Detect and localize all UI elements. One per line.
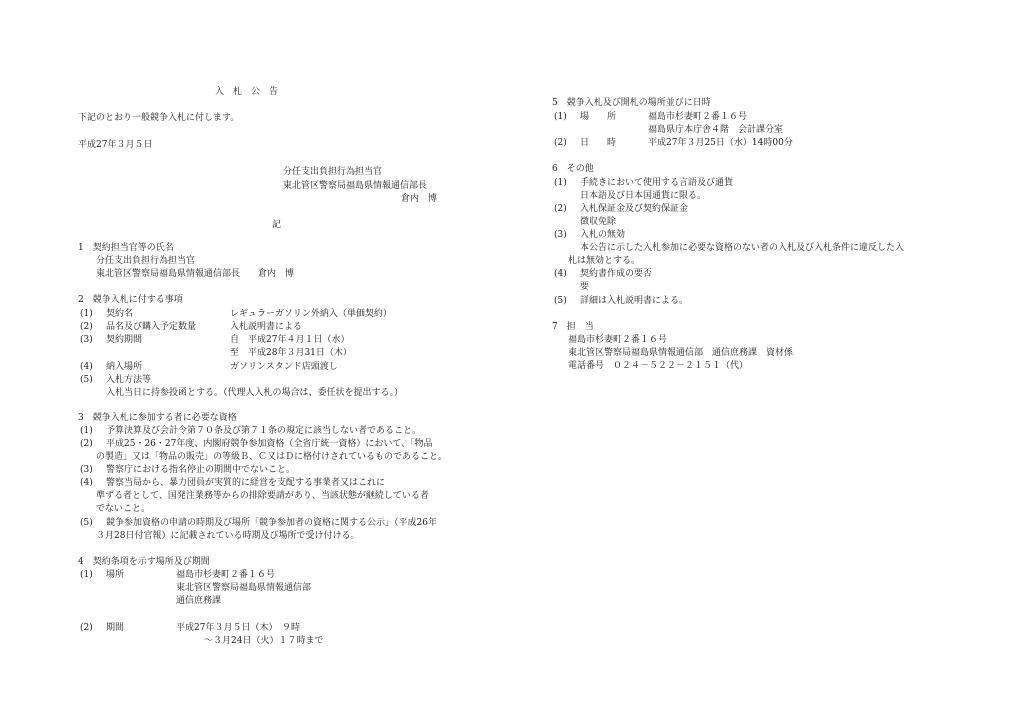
issuer-name: 倉内 博 <box>401 194 438 204</box>
contact-line: 福島市杉妻町２番１６号 <box>568 335 668 345</box>
section-1-line: 分任支出負担行為担当官 <box>96 256 196 266</box>
line-text: 本公告に示した入札参加に必要な資格のない者の入札及び入札条件に違反した入 <box>580 243 905 253</box>
place-line: 東北管区警察局福島県情報通信部 <box>176 583 312 593</box>
section-6-heading: 6 その他 <box>552 164 594 174</box>
line-num: (2) <box>554 204 567 214</box>
period-label: 期間 <box>106 623 125 633</box>
item-label: 品名及び購入予定数量 <box>106 322 197 332</box>
line-text: 契約書作成の要否 <box>580 269 653 279</box>
line-num: (4) <box>80 478 93 488</box>
line-text: の製造」又は「物品の販売」の等級Ｂ、Ｃ又はＤに格付けされているものであること。 <box>96 452 448 462</box>
item-num: (5) <box>80 375 93 385</box>
contact-phone: 電話番号 ０２４－５２２－２１５１（代） <box>568 361 749 371</box>
section-1-line: 東北管区警察局福島県情報通信部長 倉内 博 <box>96 269 295 279</box>
line-num: (3) <box>554 230 567 240</box>
place-num: (1) <box>554 112 567 122</box>
line-num: (1) <box>80 426 93 436</box>
line-num: (2) <box>80 439 93 449</box>
notice-date: 平成27年３月５日 <box>78 140 153 150</box>
contact-line: 東北管区警察局福島県情報通信部 通信庶務課 資材係 <box>568 348 794 358</box>
issuer-role: 分任支出負担行為担当官 <box>283 167 383 177</box>
line-text: 予算決算及び会計令第７０条及び第７１条の規定に該当しない者であること。 <box>106 426 422 436</box>
line-num: (3) <box>80 465 93 475</box>
line-text: 平成25・26・27年度、内閣府競争参加資格（全省庁統一資格）において、「物品 <box>106 439 433 449</box>
place-num: (1) <box>80 570 93 580</box>
period-num: (2) <box>80 623 93 633</box>
line-text: 札は無効とする。 <box>568 256 641 266</box>
time-value: 平成27年３月25日（水）14時00分 <box>648 138 793 148</box>
section-5-heading: 5 競争入札及び開札の場所並びに日時 <box>552 98 711 108</box>
line-text: 日本語及び日本国通貨に限る。 <box>580 191 707 201</box>
item-label: 契約名 <box>106 309 134 319</box>
item-value: 入札説明書による <box>230 322 303 332</box>
line-text: 徴収免除 <box>580 217 617 227</box>
line-text: ３月28日付官報）に記載されている時期及び場所で受け付ける。 <box>96 531 360 541</box>
time-label: 日 時 <box>580 138 617 148</box>
time-num: (2) <box>554 138 567 148</box>
period-line: 平成27年３月５日（木） ９時 <box>176 623 300 633</box>
item-value: レギュラーガソリン外納入（単価契約） <box>230 309 392 319</box>
section-2-method-detail: 入札当日に持参投函とする。（代理人入札の場合は、委任状を提出する。） <box>106 388 404 398</box>
section-7-heading: 7 担 当 <box>552 322 594 332</box>
line-text: 入札保証金及び契約保証金 <box>580 204 689 214</box>
line-num: (5) <box>80 518 93 528</box>
item-label: 契約期間 <box>106 335 143 345</box>
line-text: 詳細は入札説明書による。 <box>580 296 689 306</box>
item-value: 自 平成27年４月１日（水） <box>230 335 350 345</box>
section-2-heading: 2 競争入札に付する事項 <box>78 295 183 305</box>
line-num: (5) <box>554 296 567 306</box>
item-num: (2) <box>80 322 93 332</box>
item-label: 納入場所 <box>106 362 143 372</box>
item-num: (4) <box>80 362 93 372</box>
section-4-heading: 4 契約条項を示す場所及び期間 <box>78 557 210 567</box>
line-text: 要 <box>580 282 590 292</box>
line-text: 警察庁における指名停止の期間中でないこと。 <box>106 465 296 475</box>
item-value: ガソリンスタンド店頭渡し <box>230 362 338 372</box>
issuer-org: 東北管区警察局福島県情報通信部長 <box>283 181 428 191</box>
intro-text: 下記のとおり一般競争入札に付します。 <box>78 113 240 123</box>
line-text: 入札の無効 <box>580 230 626 240</box>
item-value: 至 平成28年３月31日（木） <box>230 348 352 358</box>
place-line: 福島県庁本庁舎４階 会計課分室 <box>648 125 784 135</box>
line-text: 準ずる者として、国発注業務等からの排除要請があり、当該状態が継続している者 <box>96 491 429 501</box>
place-label: 場所 <box>106 570 125 580</box>
place-line: 通信庶務課 <box>176 596 222 606</box>
item-num: (1) <box>80 309 93 319</box>
line-text: 競争参加資格の申請の時期及び場所「競争参加者の資格に関する公示」（平成26年 <box>106 518 437 528</box>
section-1-heading: 1 契約担当官等の氏名 <box>78 243 174 253</box>
section-3-heading: 3 競争入札に参加する者に必要な資格 <box>78 413 237 423</box>
ki-label: 記 <box>272 220 282 230</box>
notice-title: 入 札 公 告 <box>215 87 279 97</box>
place-line: 福島市杉妻町２番１６号 <box>648 112 748 122</box>
place-label: 場 所 <box>580 112 617 122</box>
period-line: ～３月24日（火）１７時まで <box>204 636 324 646</box>
line-text: 手続きにおいて使用する言語及び通貨 <box>580 178 734 188</box>
place-line: 福島市杉妻町２番１６号 <box>176 570 276 580</box>
item-num: (3) <box>80 335 93 345</box>
line-num: (1) <box>554 178 567 188</box>
line-text: でないこと。 <box>96 504 151 514</box>
line-num: (4) <box>554 269 567 279</box>
item-label: 入札方法等 <box>106 375 152 385</box>
line-text: 警察当局から、暴力団員が実質的に経営を支配する事業者又はこれに <box>106 478 386 488</box>
